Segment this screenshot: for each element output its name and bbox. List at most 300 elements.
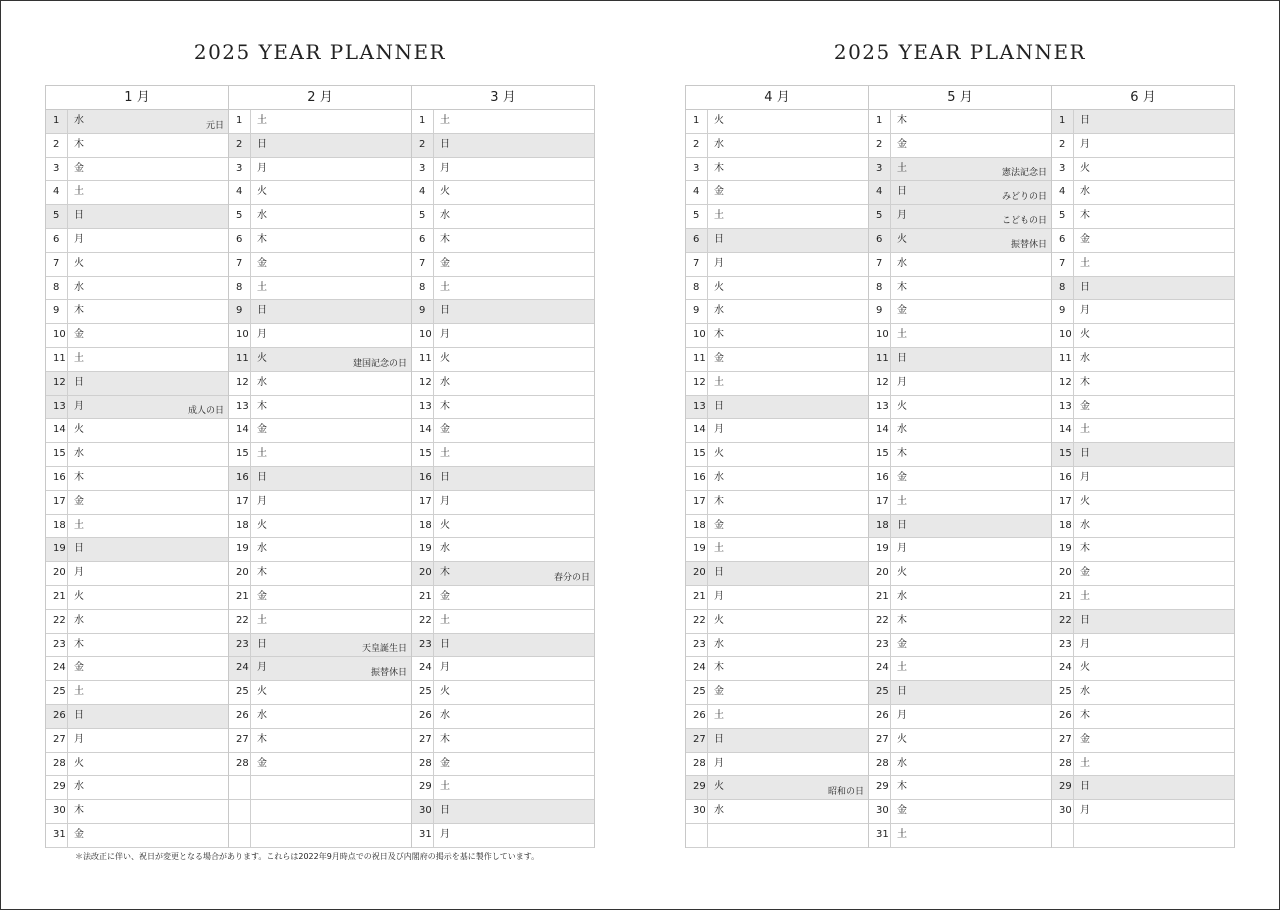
weekday-label: 日: [1080, 115, 1090, 126]
day-row: [412, 181, 594, 205]
weekday-label: 土: [74, 519, 84, 531]
day-row: [46, 562, 228, 586]
weekday-cell: [434, 253, 594, 276]
weekday-cell: [68, 110, 228, 133]
day-row: [412, 538, 594, 562]
day-row: [869, 562, 1051, 586]
weekday-label: 金: [74, 329, 84, 341]
weekday-label: 月: [714, 257, 724, 269]
weekday-label: 木: [74, 471, 84, 483]
day-row: [229, 515, 411, 539]
day-row: [46, 657, 228, 681]
weekday-cell: [891, 586, 1051, 609]
day-row: [686, 753, 868, 777]
day-row: [229, 800, 411, 824]
holiday-name: 春分の日: [553, 572, 590, 583]
day-row: [412, 491, 594, 515]
day-number: 7: [412, 253, 434, 276]
day-row: [1052, 515, 1234, 539]
day-number: 8: [1052, 277, 1074, 300]
day-number: 23: [869, 634, 891, 657]
weekday-cell: [891, 181, 1051, 204]
weekday-cell: [434, 443, 594, 466]
weekday-cell: [68, 443, 228, 466]
day-number: 9: [229, 300, 251, 323]
weekday-label: 日: [440, 805, 450, 817]
weekday-label: 金: [897, 471, 907, 483]
weekday-label: 土: [257, 614, 267, 626]
weekday-label: 土: [1080, 590, 1090, 602]
weekday-label: 月: [1080, 471, 1090, 483]
weekday-label: 日: [74, 210, 84, 222]
day-row: [686, 110, 868, 134]
day-row: [46, 134, 228, 158]
day-row: [229, 181, 411, 205]
weekday-cell: [891, 158, 1051, 181]
weekday-label: 水: [897, 257, 907, 269]
weekday-cell: [708, 372, 868, 395]
weekday-label: 木: [74, 638, 84, 650]
weekday-label: 月: [1080, 305, 1090, 317]
day-row: [229, 562, 411, 586]
day-number: 1: [686, 110, 708, 133]
day-row: [229, 467, 411, 491]
holiday-name: 元日: [205, 120, 224, 131]
weekday-cell: [434, 657, 594, 680]
weekday-cell: [708, 419, 868, 442]
weekday-label: 木: [440, 567, 450, 579]
day-row: [229, 586, 411, 610]
weekday-label: 金: [74, 495, 84, 507]
weekday-cell: [1074, 515, 1234, 538]
weekday-label: 土: [440, 281, 450, 293]
weekday-label: 土: [440, 614, 450, 626]
weekday-label: 日: [440, 138, 450, 150]
day-number: 18: [412, 515, 434, 538]
weekday-label: 金: [897, 305, 907, 317]
day-number: 21: [46, 586, 68, 609]
month-header: 5 月: [869, 85, 1051, 110]
day-number: 27: [1052, 729, 1074, 752]
day-number: 3: [686, 158, 708, 181]
day-row: [229, 372, 411, 396]
holiday-name: 振替休日: [1010, 239, 1047, 250]
weekday-label: 火: [74, 757, 84, 769]
weekday-cell: [1074, 538, 1234, 561]
day-row: [1052, 467, 1234, 491]
day-row: [686, 491, 868, 515]
weekday-cell: [891, 610, 1051, 633]
weekday-label: 水: [1080, 352, 1090, 364]
weekday-label: 月: [897, 210, 907, 222]
weekday-label: 火: [714, 448, 724, 460]
weekday-cell: [68, 634, 228, 657]
day-row: [412, 110, 594, 134]
weekday-label: 火: [74, 424, 84, 436]
day-row: [869, 443, 1051, 467]
day-number: 3: [46, 158, 68, 181]
weekday-cell: [1074, 300, 1234, 323]
day-number: 30: [412, 800, 434, 823]
day-row: [686, 134, 868, 158]
month-header: 1 月: [46, 85, 228, 110]
day-number: 14: [229, 419, 251, 442]
weekday-label: 火: [897, 400, 907, 412]
weekday-cell: [434, 205, 594, 228]
day-number: 2: [1052, 134, 1074, 157]
weekday-cell: [251, 491, 411, 514]
weekday-label: 木: [440, 400, 450, 412]
day-number: 26: [869, 705, 891, 728]
weekday-cell: [708, 610, 868, 633]
day-row: [869, 396, 1051, 420]
weekday-cell: [891, 657, 1051, 680]
weekday-label: 土: [74, 686, 84, 698]
weekday-cell: [68, 396, 228, 419]
weekday-cell: [434, 348, 594, 371]
day-row: [229, 824, 411, 848]
day-row: [686, 729, 868, 753]
weekday-cell: [708, 134, 868, 157]
weekday-cell: [1074, 681, 1234, 704]
day-row: [869, 824, 1051, 848]
day-number: 7: [46, 253, 68, 276]
day-row: [412, 253, 594, 277]
weekday-label: 土: [897, 329, 907, 341]
weekday-cell: [708, 205, 868, 228]
day-row: [686, 538, 868, 562]
weekday-cell: [891, 443, 1051, 466]
day-row: [869, 110, 1051, 134]
weekday-label: 木: [1080, 709, 1090, 721]
holiday-name: 建国記念の日: [352, 358, 407, 369]
day-row: [412, 776, 594, 800]
day-row: [1052, 776, 1234, 800]
day-row: [46, 443, 228, 467]
weekday-label: 日: [897, 352, 907, 364]
day-number: 16: [869, 467, 891, 490]
weekday-cell: [708, 253, 868, 276]
weekday-cell: [434, 729, 594, 752]
weekday-cell: [434, 396, 594, 419]
weekday-cell: [708, 634, 868, 657]
weekday-label: 木: [74, 805, 84, 817]
weekday-cell: [891, 800, 1051, 823]
weekday-label: 日: [257, 138, 267, 150]
weekday-label: 月: [1080, 805, 1090, 817]
day-row: [1052, 681, 1234, 705]
day-row: [1052, 824, 1234, 848]
weekday-cell: [891, 300, 1051, 323]
day-row: [686, 158, 868, 182]
day-number: 20: [412, 562, 434, 585]
day-row: [686, 372, 868, 396]
weekday-cell: [251, 515, 411, 538]
day-row: [686, 705, 868, 729]
weekday-label: 日: [257, 305, 267, 317]
weekday-cell: [251, 657, 411, 680]
weekday-cell: [68, 800, 228, 823]
day-number: 4: [412, 181, 434, 204]
weekday-label: 水: [714, 471, 724, 483]
weekday-cell: [68, 776, 228, 799]
weekday-label: 日: [440, 638, 450, 650]
weekday-cell: [251, 419, 411, 442]
weekday-label: 日: [1080, 781, 1090, 793]
day-row: [686, 324, 868, 348]
day-number: 13: [869, 396, 891, 419]
weekday-label: 水: [257, 376, 267, 388]
weekday-label: 土: [440, 781, 450, 793]
day-number: 31: [869, 824, 891, 847]
weekday-cell: [891, 729, 1051, 752]
weekday-label: 木: [714, 495, 724, 507]
weekday-label: 金: [440, 257, 450, 269]
weekday-cell: [1074, 824, 1234, 847]
day-number: 30: [46, 800, 68, 823]
weekday-label: 月: [74, 733, 84, 745]
day-row: [46, 205, 228, 229]
weekday-cell: [68, 657, 228, 680]
day-row: [686, 181, 868, 205]
weekday-cell: [251, 300, 411, 323]
weekday-cell: [891, 253, 1051, 276]
weekday-cell: [434, 538, 594, 561]
day-number: 15: [46, 443, 68, 466]
weekday-cell: [68, 372, 228, 395]
month-header: 2 月: [229, 85, 411, 110]
weekday-label: 金: [1080, 733, 1090, 745]
day-number: 25: [686, 681, 708, 704]
weekday-label: 火: [714, 614, 724, 626]
weekday-label: 火: [440, 186, 450, 198]
weekday-cell: [891, 396, 1051, 419]
day-number: 20: [229, 562, 251, 585]
weekday-cell: [434, 491, 594, 514]
day-row: [869, 538, 1051, 562]
weekday-cell: [1074, 110, 1234, 133]
day-row: [412, 610, 594, 634]
weekday-label: 月: [897, 376, 907, 388]
weekday-cell: [891, 372, 1051, 395]
day-number: 5: [46, 205, 68, 228]
weekday-cell: [708, 396, 868, 419]
weekday-label: 月: [440, 828, 450, 840]
day-row: [46, 705, 228, 729]
weekday-cell: [434, 681, 594, 704]
day-row: [686, 681, 868, 705]
weekday-label: 月: [74, 400, 84, 412]
weekday-label: 土: [714, 543, 724, 555]
weekday-cell: [434, 229, 594, 252]
day-number: 7: [869, 253, 891, 276]
weekday-label: 水: [1080, 686, 1090, 698]
day-number: 10: [686, 324, 708, 347]
day-number: 18: [686, 515, 708, 538]
weekday-label: 金: [714, 519, 724, 531]
weekday-label: 火: [714, 281, 724, 293]
day-number: 25: [1052, 681, 1074, 704]
weekday-cell: [434, 562, 594, 585]
weekday-label: 月: [440, 329, 450, 341]
weekday-label: 火: [1080, 495, 1090, 507]
weekday-label: 金: [1080, 567, 1090, 579]
day-row: [229, 443, 411, 467]
weekday-label: 火: [257, 686, 267, 698]
day-number: 2: [686, 134, 708, 157]
day-number: 2: [869, 134, 891, 157]
weekday-label: 木: [440, 233, 450, 245]
day-row: [686, 229, 868, 253]
day-number: 20: [46, 562, 68, 585]
day-row: [869, 229, 1051, 253]
day-row: [1052, 277, 1234, 301]
weekday-label: 金: [440, 424, 450, 436]
day-row: [412, 467, 594, 491]
day-row: [1052, 181, 1234, 205]
weekday-label: 日: [74, 543, 84, 555]
weekday-label: 土: [1080, 424, 1090, 436]
day-number: 17: [46, 491, 68, 514]
weekday-label: 月: [257, 662, 267, 674]
weekday-label: 木: [897, 614, 907, 626]
weekday-cell: [68, 467, 228, 490]
weekday-label: 火: [257, 519, 267, 531]
weekday-label: 土: [1080, 757, 1090, 769]
months-table: [685, 85, 1235, 848]
weekday-cell: [251, 776, 411, 799]
day-number: 11: [229, 348, 251, 371]
weekday-cell: [708, 158, 868, 181]
day-number: 22: [1052, 610, 1074, 633]
weekday-cell: [434, 634, 594, 657]
weekday-cell: [1074, 134, 1234, 157]
weekday-cell: [251, 372, 411, 395]
day-row: [1052, 657, 1234, 681]
day-number: 19: [46, 538, 68, 561]
weekday-cell: [434, 134, 594, 157]
day-number: 1: [412, 110, 434, 133]
weekday-label: 火: [74, 590, 84, 602]
weekday-cell: [434, 419, 594, 442]
weekday-cell: [891, 562, 1051, 585]
day-number: 27: [869, 729, 891, 752]
day-row: [686, 348, 868, 372]
day-row: [1052, 158, 1234, 182]
day-number: 15: [229, 443, 251, 466]
day-number: 29: [686, 776, 708, 799]
day-number: 22: [412, 610, 434, 633]
weekday-label: 土: [897, 162, 907, 174]
day-row: [412, 396, 594, 420]
day-number: 6: [229, 229, 251, 252]
day-number: 10: [46, 324, 68, 347]
day-row: [869, 729, 1051, 753]
day-number: 15: [1052, 443, 1074, 466]
weekday-cell: [68, 205, 228, 228]
day-number: 6: [1052, 229, 1074, 252]
weekday-cell: [708, 348, 868, 371]
footnote: ＊法改正に伴い、祝日が変更となる場合があります。これらは2022年9月時点での祝日及び内閣府の掲示を基に製作しています。: [75, 852, 540, 861]
weekday-cell: [434, 824, 594, 847]
weekday-label: 月: [440, 662, 450, 674]
page-title: 2025 YEAR PLANNER: [833, 40, 1087, 64]
day-row: [869, 300, 1051, 324]
day-row: [412, 324, 594, 348]
day-number: [229, 776, 251, 799]
day-number: 31: [46, 824, 68, 847]
weekday-cell: [68, 300, 228, 323]
day-number: 14: [686, 419, 708, 442]
day-row: [869, 134, 1051, 158]
weekday-cell: [68, 181, 228, 204]
weekday-label: 木: [1080, 543, 1090, 555]
day-number: 26: [686, 705, 708, 728]
weekday-cell: [891, 824, 1051, 847]
day-row: [46, 515, 228, 539]
weekday-label: 日: [257, 471, 267, 483]
weekday-cell: [434, 467, 594, 490]
weekday-cell: [251, 348, 411, 371]
day-row: [229, 253, 411, 277]
weekday-label: 金: [714, 186, 724, 198]
day-number: 25: [46, 681, 68, 704]
day-number: 30: [869, 800, 891, 823]
weekday-label: 火: [257, 352, 267, 364]
day-number: 9: [686, 300, 708, 323]
day-number: 24: [1052, 657, 1074, 680]
day-number: 30: [1052, 800, 1074, 823]
day-row: [1052, 562, 1234, 586]
weekday-label: 水: [1080, 186, 1090, 198]
weekday-label: 月: [257, 162, 267, 174]
weekday-cell: [891, 134, 1051, 157]
weekday-label: 木: [257, 567, 267, 579]
weekday-cell: [708, 515, 868, 538]
day-row: [1052, 705, 1234, 729]
weekday-label: 金: [1080, 233, 1090, 245]
holiday-name: 昭和の日: [827, 787, 864, 798]
day-number: 9: [46, 300, 68, 323]
day-number: 16: [1052, 467, 1074, 490]
weekday-label: 金: [257, 757, 267, 769]
day-row: [1052, 205, 1234, 229]
day-number: 17: [229, 491, 251, 514]
day-number: 4: [1052, 181, 1074, 204]
day-number: [229, 800, 251, 823]
weekday-label: 日: [1080, 614, 1090, 626]
day-number: [229, 824, 251, 847]
weekday-cell: [434, 753, 594, 776]
weekday-label: 火: [897, 233, 907, 245]
day-number: 23: [412, 634, 434, 657]
weekday-cell: [891, 538, 1051, 561]
day-number: 14: [412, 419, 434, 442]
day-row: [46, 776, 228, 800]
day-number: 28: [229, 753, 251, 776]
day-number: 22: [46, 610, 68, 633]
day-row: [1052, 372, 1234, 396]
weekday-label: 土: [714, 376, 724, 388]
weekday-cell: [1074, 610, 1234, 633]
weekday-label: 日: [440, 305, 450, 317]
day-number: 28: [412, 753, 434, 776]
day-number: 9: [1052, 300, 1074, 323]
weekday-cell: [708, 181, 868, 204]
day-row: [686, 657, 868, 681]
day-number: 4: [46, 181, 68, 204]
day-number: 28: [869, 753, 891, 776]
